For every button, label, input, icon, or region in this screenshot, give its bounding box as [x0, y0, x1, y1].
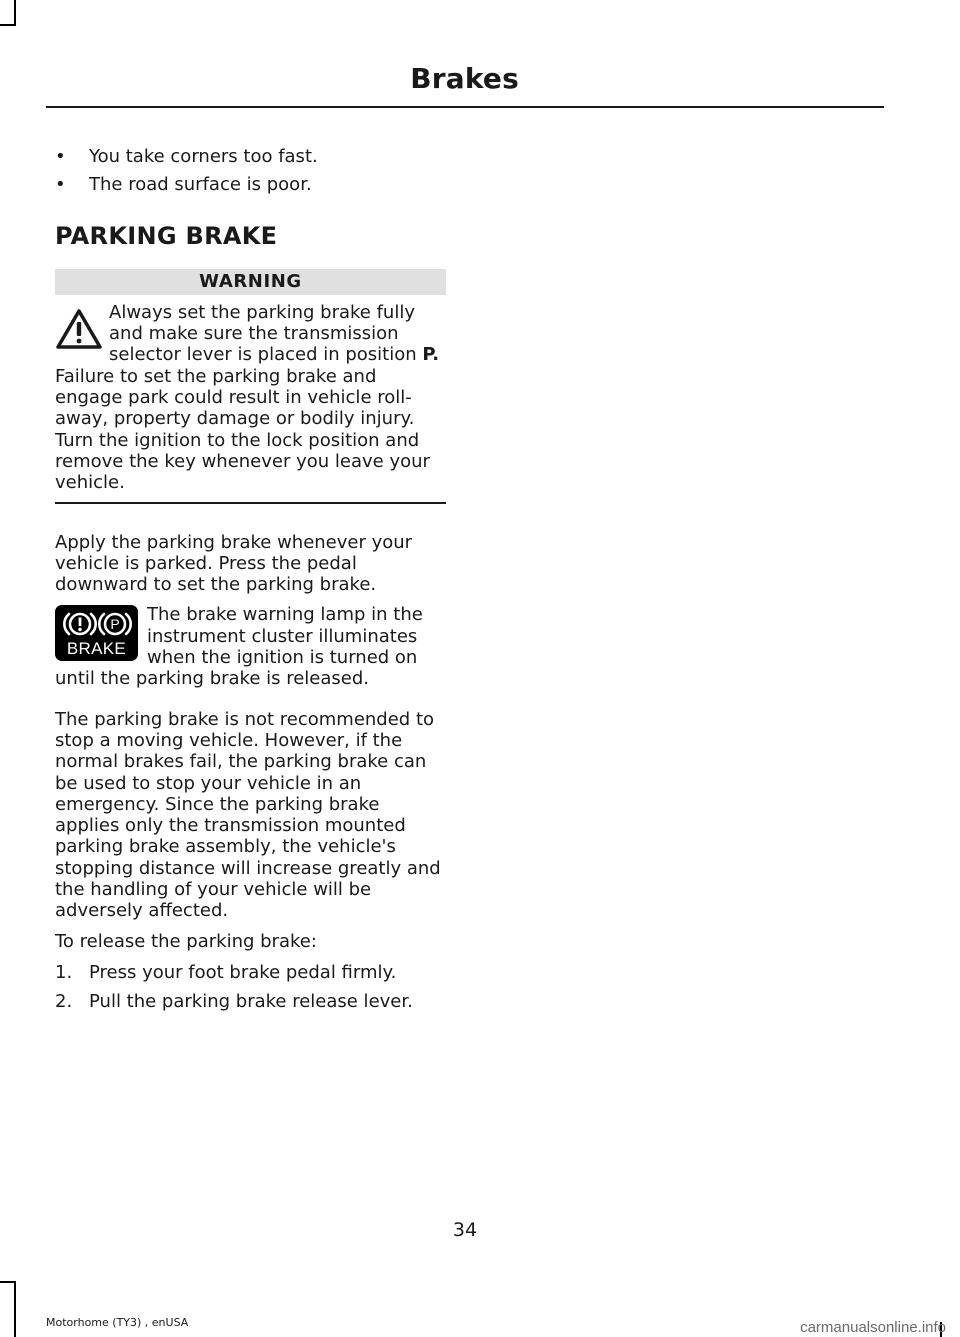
warning-text-after: Failure to set the parking brake and engage park could result in vehicle roll-away, property damage or bodily injury. Turn the ignition to the lock position and remove the key whenever you leave your vehicle. [55, 365, 430, 494]
list-item [55, 991, 446, 1012]
step-text: Pull the parking brake release lever. [89, 991, 413, 1013]
watermark: carmanualsonline.info [800, 1319, 946, 1336]
crop-mark [0, 24, 16, 26]
warning-label: WARNING [55, 269, 446, 295]
warning-triangle-icon [55, 308, 103, 355]
step-number: 1. [55, 961, 73, 983]
header-divider [46, 106, 884, 108]
crop-mark [14, 1281, 16, 1337]
release-intro: To release the parking brake: [55, 930, 317, 952]
bullet-marker: • [55, 174, 66, 196]
page-number: 34 [452, 1219, 478, 1241]
lamp-block [55, 604, 446, 689]
apply-paragraph: Apply the parking brake whenever your vehicle is parked. Press the pedal downward to set the parking brake. [55, 531, 413, 596]
step-text: Press your foot brake pedal firmly. [89, 961, 397, 983]
warning-text-before: Always set the parking brake fully and make sure the transmission selector lever is placed in position [109, 301, 423, 366]
bullet-text: You take corners too fast. [89, 146, 318, 167]
brake-lamp-symbol: P [109, 615, 120, 632]
bullet-item [55, 146, 446, 167]
bullet-text: The road surface is poor. [89, 174, 312, 196]
crop-mark [0, 1281, 16, 1283]
not-recommended-paragraph: The parking brake is not recommended to stop a moving vehicle. However, if the normal brakes fail, the parking brake can be used to stop your vehicle in an emergency. Since the parking brake applies only the transmission mounted parking brake assembly, the vehicle's stopping distance will increase greatly and the handling of your vehicle will be adversely affected. [55, 708, 441, 922]
warning-box [55, 302, 446, 504]
section-heading: PARKING BRAKE [55, 221, 278, 250]
bullet-marker: • [55, 146, 66, 167]
brake-lamp-label: BRAKE [66, 638, 127, 658]
brake-warning-lamp-icon [55, 605, 138, 661]
lamp-paragraph: The brake warning lamp in the instrument cluster illuminates when the ignition is turned on until the parking brake is released. [55, 604, 423, 690]
footer-text: Motorhome (TY3) , enUSA [46, 1316, 189, 1329]
content-column [55, 146, 446, 1013]
step-number: 2. [55, 991, 73, 1013]
warning-position: P. [422, 344, 440, 366]
list-item [55, 962, 446, 983]
page-header-title: Brakes [410, 62, 519, 95]
bullet-item [55, 174, 446, 195]
crop-mark [14, 0, 16, 26]
brake-lamp-symbols [61, 609, 133, 639]
